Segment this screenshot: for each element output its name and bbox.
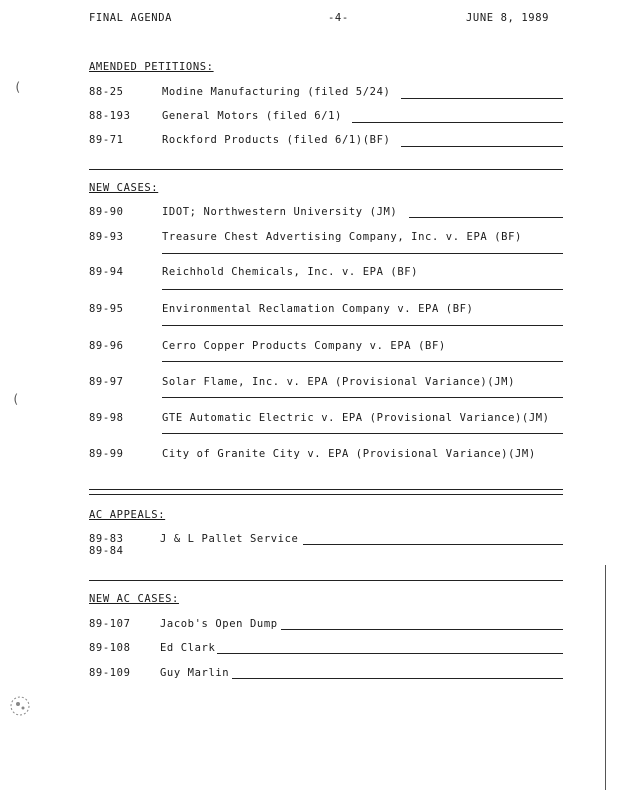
signature-line bbox=[162, 253, 563, 254]
case-number: 89-108 bbox=[89, 642, 131, 654]
case-title: Cerro Copper Products Company v. EPA (BF) bbox=[162, 340, 446, 352]
case-number: 89-95 bbox=[89, 303, 124, 315]
case-number: 89-96 bbox=[89, 340, 124, 352]
signature-line bbox=[232, 678, 563, 679]
new-cases-heading: NEW CASES: bbox=[89, 182, 159, 194]
case-number: 89-98 bbox=[89, 412, 124, 424]
case-title: Solar Flame, Inc. v. EPA (Provisional Variance)(JM) bbox=[162, 376, 515, 388]
signature-line bbox=[303, 544, 563, 545]
scan-speckle bbox=[8, 694, 32, 718]
binder-mark: ( bbox=[12, 392, 20, 406]
case-number: 89-107 bbox=[89, 618, 131, 630]
signature-line bbox=[401, 146, 563, 147]
new-ac-cases-heading: NEW AC CASES: bbox=[89, 593, 179, 605]
amended-petitions-heading: AMENDED PETITIONS: bbox=[89, 61, 214, 73]
case-title: Reichhold Chemicals, Inc. v. EPA (BF) bbox=[162, 266, 419, 278]
signature-line bbox=[217, 653, 563, 654]
section-divider bbox=[89, 580, 563, 581]
case-title: Jacob's Open Dump bbox=[160, 618, 278, 630]
header-date: JUNE 8, 1989 bbox=[466, 12, 550, 24]
case-title: General Motors (filed 6/1) bbox=[162, 110, 342, 122]
case-title: IDOT; Northwestern University (JM) bbox=[162, 206, 398, 218]
signature-line bbox=[162, 397, 563, 398]
case-title: Guy Marlin bbox=[160, 667, 230, 679]
signature-line bbox=[162, 325, 563, 326]
section-divider bbox=[89, 494, 563, 495]
signature-line bbox=[162, 289, 563, 290]
case-title: Treasure Chest Advertising Company, Inc. v. EPA (BF) bbox=[162, 231, 522, 243]
signature-line bbox=[281, 629, 563, 630]
case-number: 88-193 bbox=[89, 110, 131, 122]
signature-line bbox=[401, 98, 563, 99]
section-divider bbox=[89, 169, 563, 170]
binder-mark: ( bbox=[14, 80, 22, 94]
case-title: City of Granite City v. EPA (Provisional Variance)(JM) bbox=[162, 448, 536, 460]
case-title: J & L Pallet Service bbox=[160, 533, 299, 545]
case-number: 89-83 bbox=[89, 533, 124, 545]
case-title: GTE Automatic Electric v. EPA (Provisional Variance)(JM) bbox=[162, 412, 550, 424]
case-title: Rockford Products (filed 6/1)(BF) bbox=[162, 134, 391, 146]
case-number: 89-84 bbox=[89, 545, 124, 557]
case-title: Ed Clark bbox=[160, 642, 216, 654]
case-title: Environmental Reclamation Company v. EPA (BF) bbox=[162, 303, 474, 315]
signature-line bbox=[162, 433, 563, 434]
page-number: -4- bbox=[328, 12, 349, 24]
signature-line bbox=[352, 122, 563, 123]
case-number: 89-99 bbox=[89, 448, 124, 460]
case-number: 88-25 bbox=[89, 86, 124, 98]
case-title: Modine Manufacturing (filed 5/24) bbox=[162, 86, 391, 98]
signature-line bbox=[89, 489, 563, 490]
signature-line bbox=[162, 361, 563, 362]
case-number: 89-94 bbox=[89, 266, 124, 278]
case-number: 89-90 bbox=[89, 206, 124, 218]
case-number: 89-109 bbox=[89, 667, 131, 679]
scan-edge bbox=[605, 565, 606, 790]
case-number: 89-71 bbox=[89, 134, 124, 146]
signature-line bbox=[409, 217, 563, 218]
ac-appeals-heading: AC APPEALS: bbox=[89, 509, 166, 521]
case-number: 89-97 bbox=[89, 376, 124, 388]
case-number: 89-93 bbox=[89, 231, 124, 243]
header-left: FINAL AGENDA bbox=[89, 12, 173, 24]
